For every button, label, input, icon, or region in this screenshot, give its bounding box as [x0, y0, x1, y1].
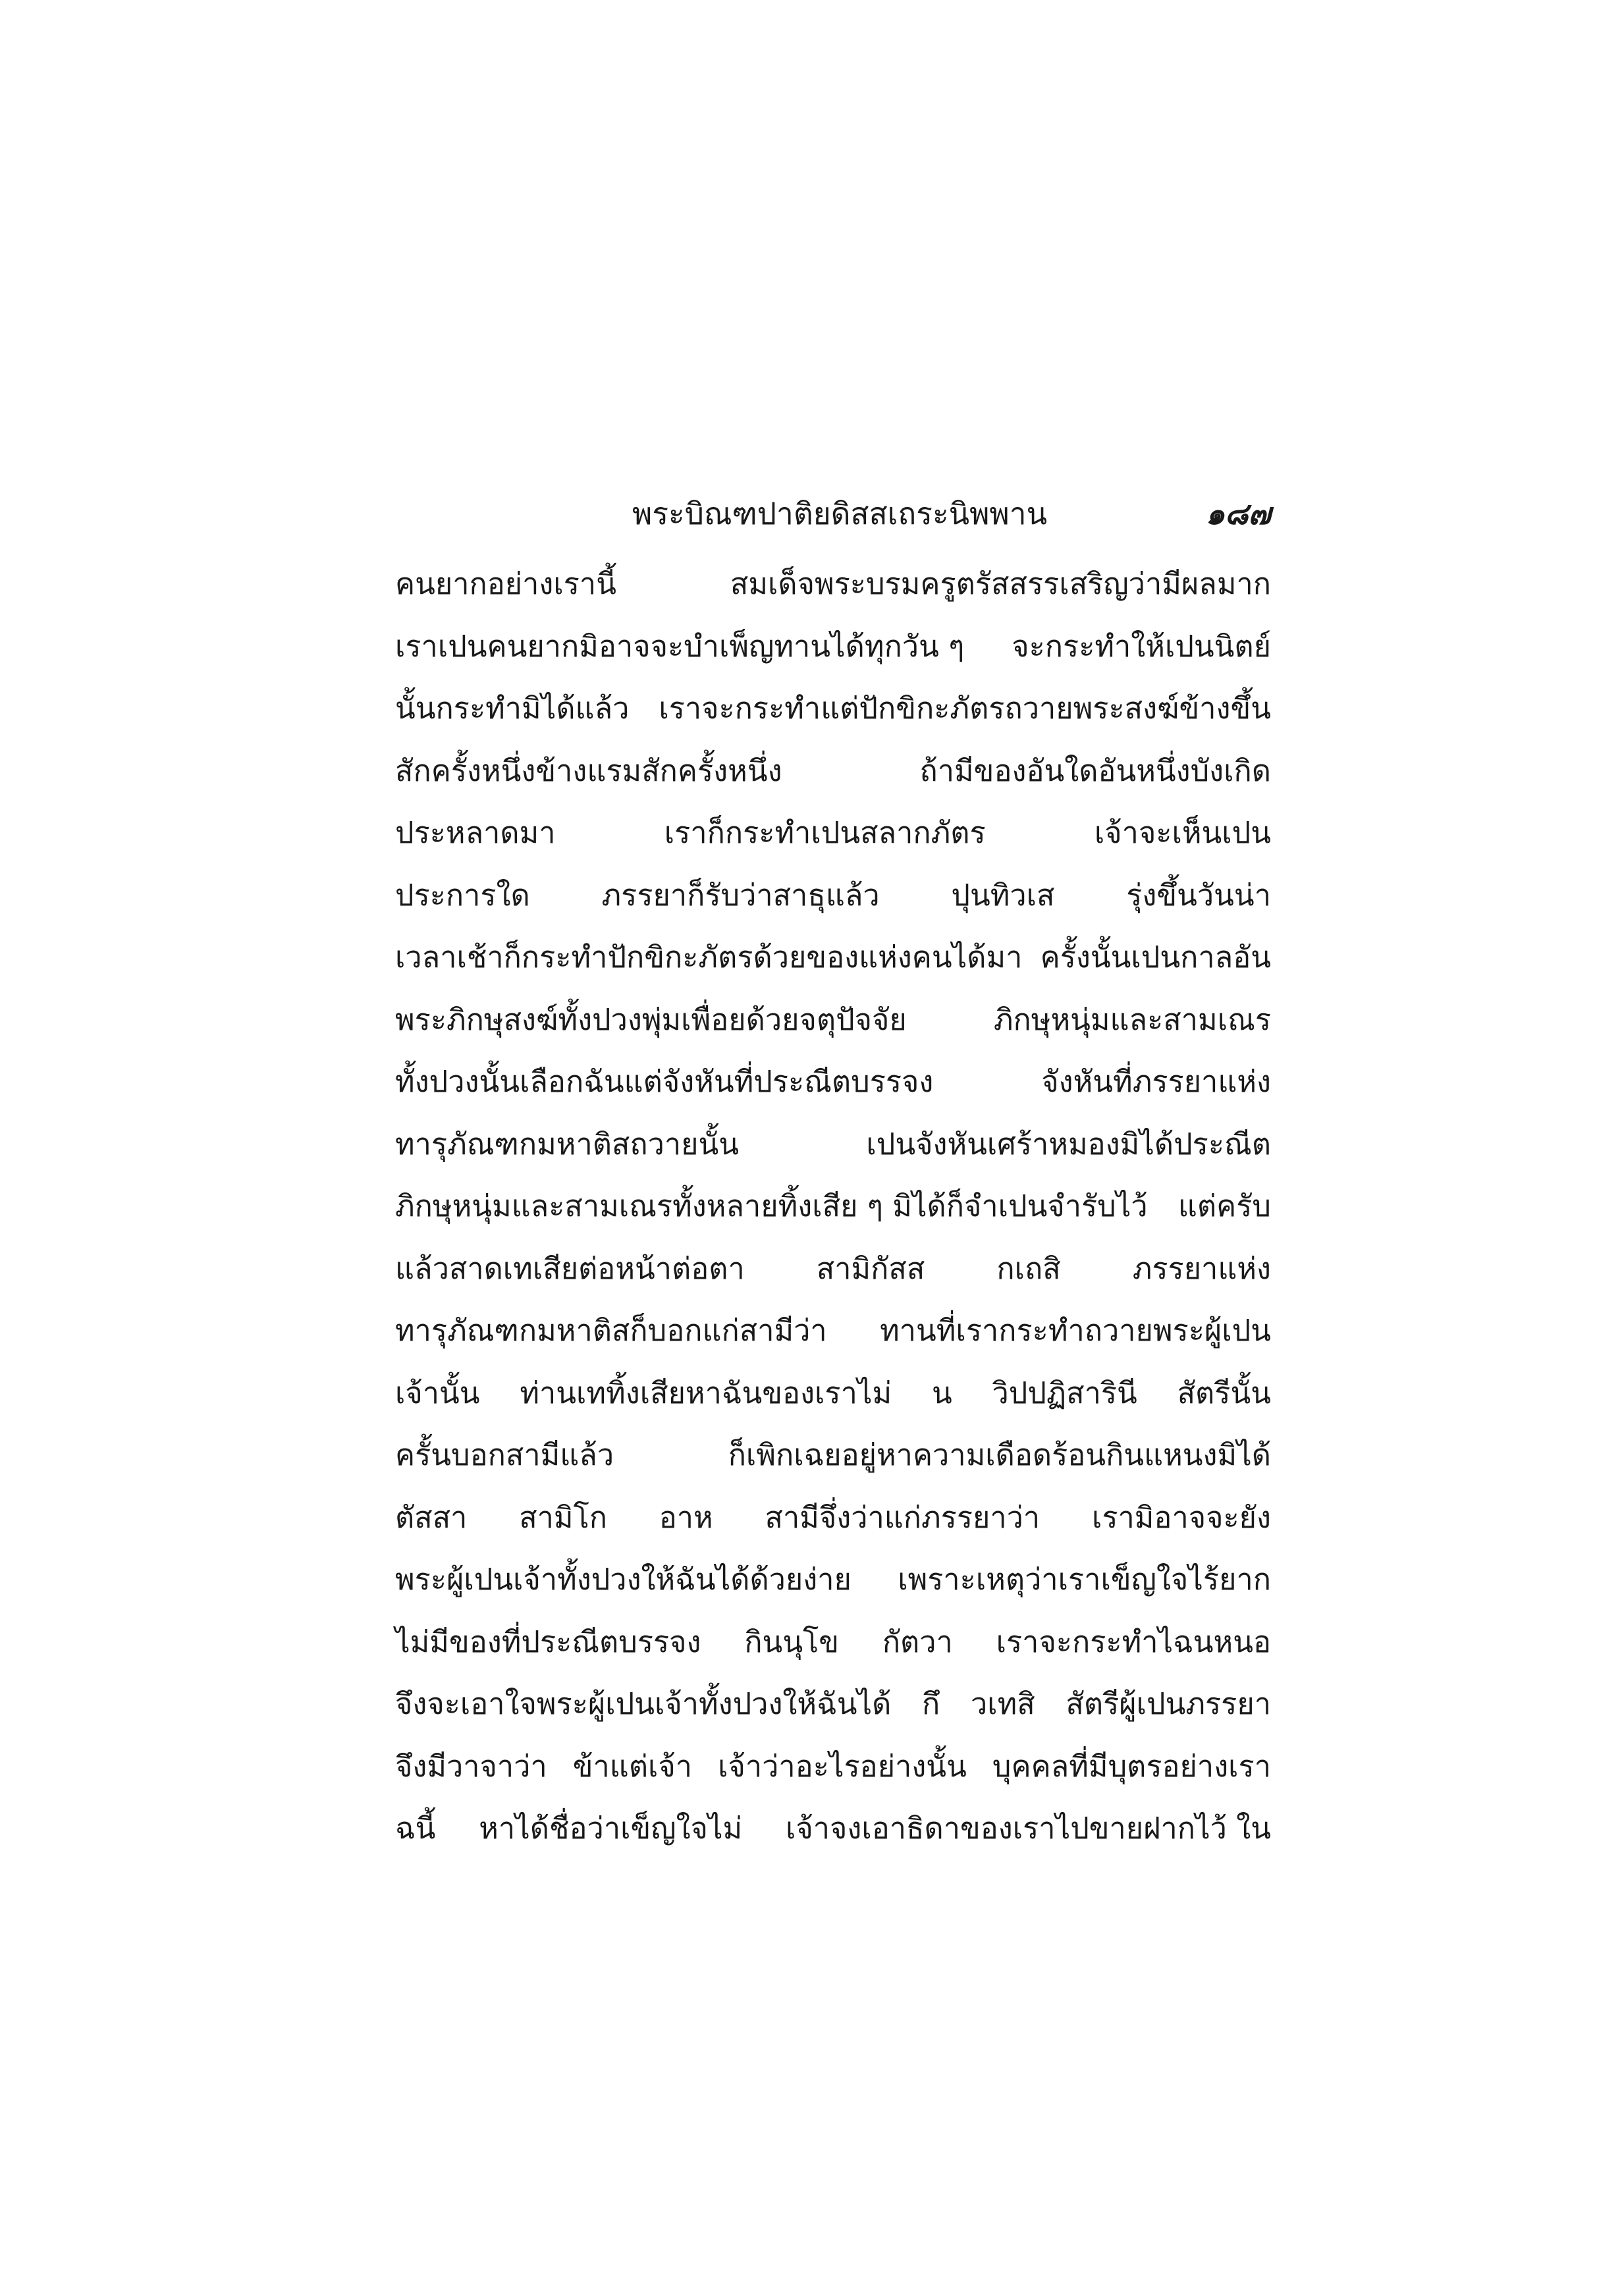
text-segment: สามิโก: [519, 1499, 608, 1535]
text-segment: เพราะเหตุว่าเราเข็ญใจไร้ยาก: [898, 1562, 1271, 1597]
text-segment: ทารุภัณฑกมหาติสถวายนั้น: [395, 1126, 740, 1161]
text-line: [395, 926, 1271, 989]
text-segment: ประการใด: [395, 877, 530, 913]
text-segment: ทานที่เรากระทำถวายพระผู้เปน: [880, 1313, 1271, 1348]
text-segment: กัตวา: [882, 1624, 953, 1659]
text-line: [395, 1611, 1271, 1674]
text-segment: สมเด็จพระบรมครูตรัสสรรเสริญว่ามีผลมาก: [730, 566, 1271, 601]
text-segment: สัตรีผู้เปนภรรยา: [1066, 1686, 1271, 1721]
text-segment: ถ้ามีของอันใดอันหนึ่งบังเกิด: [919, 753, 1271, 788]
text-segment: บุคคลที่มีบุตรอย่างเรา: [992, 1748, 1271, 1784]
text-line: [395, 1798, 1271, 1860]
text-segment: ภรรยาแห่ง: [1132, 1250, 1271, 1286]
text-segment: รุ่งขึ้นวันน่า: [1126, 877, 1271, 913]
text-line: [395, 1549, 1271, 1611]
text-line: [395, 1362, 1271, 1425]
text-segment: เราจะกระทำไฉนหนอ: [996, 1624, 1271, 1659]
text-segment: ตัสสา: [395, 1499, 468, 1535]
text-segment: ประหลาดมา: [395, 815, 556, 850]
text-segment: เจ้านั้น: [395, 1375, 480, 1410]
text-line: [395, 865, 1271, 927]
text-segment: วิปปฏิสารินี: [992, 1375, 1137, 1410]
text-line: [395, 1175, 1271, 1238]
text-line: [395, 802, 1271, 865]
text-line: [395, 989, 1271, 1052]
text-segment: ทั้งปวงนั้นเลือกฉันแต่จังหันที่ประณีตบรรจง: [395, 1064, 934, 1099]
text-segment: กึ: [922, 1686, 940, 1721]
text-line: [395, 1300, 1271, 1362]
text-segment: จึงจะเอาใจพระผู้เปนเจ้าทั้งปวงให้ฉันได้: [395, 1686, 892, 1721]
text-segment: เจ้าจงเอาธิดาของเราไปขายฝากไว้ ใน: [786, 1811, 1271, 1846]
text-segment: แล้วสาดเทเสียต่อหน้าต่อตา: [395, 1250, 745, 1286]
text-segment: เราเปนคนยากมิอาจจะบำเพ็ญทานได้ทุกวัน ๆ: [395, 628, 965, 664]
text-segment: เจ้าว่าอะไรอย่างนั้น: [718, 1748, 967, 1784]
text-segment: ไม่มีของที่ประณีตบรรจง: [395, 1624, 701, 1659]
body-text: [395, 553, 1271, 1860]
text-segment: ครั้งนั้นเปนกาลอัน: [1040, 940, 1271, 974]
text-line: [395, 1736, 1271, 1798]
text-segment: กเถสิ: [996, 1250, 1061, 1286]
text-segment: ทารุภัณฑกมหาติสก็บอกแก่สามีว่า: [395, 1313, 827, 1348]
text-segment: เราก็กระทำเปนสลากภัตร: [664, 815, 986, 850]
text-line: [395, 740, 1271, 803]
text-segment: เราจะกระทำแต่ปักขิกะภัตรถวายพระสงฆ์ข้างขึ้น: [659, 691, 1271, 726]
text-segment: ข้าแต่เจ้า: [572, 1748, 693, 1784]
text-line: [395, 553, 1271, 616]
text-segment: สัตรีนั้น: [1177, 1375, 1271, 1410]
text-segment: สามีจึ่งว่าแก่ภรรยาว่า: [765, 1499, 1041, 1535]
text-segment: ภิกษุหนุ่มและสามเณร: [993, 1001, 1271, 1037]
page-number: ๑๘๗: [1205, 496, 1271, 531]
text-segment: ปุนทิวเส: [951, 877, 1055, 913]
text-segment: เจ้าจะเห็นเปน: [1094, 815, 1271, 850]
text-segment: ก็เพิกเฉยอยู่หาความเดือดร้อนกินแหนงมิได้: [728, 1437, 1271, 1472]
text-segment: จะกระทำให้เปนนิตย์: [1012, 628, 1271, 664]
text-segment: พระภิกษุสงฆ์ทั้งปวงพุ่มเพื่อยด้วยจตุปัจจัย: [395, 1001, 907, 1037]
text-segment: สามิกัสส: [816, 1250, 925, 1286]
text-segment: หาได้ชื่อว่าเข็ญใจไม่: [479, 1811, 743, 1846]
text-segment: พระผู้เปนเจ้าทั้งปวงให้ฉันได้ด้วยง่าย: [395, 1562, 852, 1597]
text-line: [395, 1113, 1271, 1176]
text-segment: อาห: [659, 1499, 713, 1535]
running-title: พระบิณฑปาติยดิสสเถระนิพพาน: [632, 496, 1048, 531]
text-segment: วเทสิ: [970, 1686, 1035, 1721]
text-segment: จังหันที่ภรรยาแห่ง: [1041, 1064, 1271, 1099]
text-segment: ภิกษุหนุ่มและสามเณรทั้งหลายทิ้งเสีย ๆ มิได้ก็จำเปนจำรับไว้: [395, 1188, 1148, 1223]
text-segment: ฉนี้: [395, 1811, 436, 1846]
text-segment: ท่านเททิ้งเสียหาฉันของเราไม่: [520, 1375, 892, 1410]
running-head: [395, 487, 1271, 540]
text-line: [395, 616, 1271, 678]
text-line: [395, 678, 1271, 740]
text-segment: เปนจังหันเศร้าหมองมิได้ประณีต: [866, 1126, 1271, 1161]
text-segment: เรามิอาจจะยัง: [1091, 1499, 1271, 1535]
text-segment: นั้นกระทำมิได้แล้ว: [395, 691, 630, 726]
text-line: [395, 1487, 1271, 1549]
text-line: [395, 1238, 1271, 1300]
text-segment: สักครั้งหนึ่งข้างแรมสักครั้งหนึ่ง: [395, 753, 782, 788]
text-segment: เวลาเช้าก็กระทำปักขิกะภัตรด้วยของแห่งคนได้มา: [395, 940, 1023, 974]
text-segment: แต่ครับ: [1177, 1188, 1271, 1223]
text-line: [395, 1424, 1271, 1487]
text-segment: จึงมีวาจาว่า: [395, 1748, 547, 1784]
text-line: [395, 1051, 1271, 1113]
text-segment: ภรรยาก็รับว่าสาธุแล้ว: [601, 877, 880, 913]
text-segment: กินนุโข: [744, 1624, 840, 1659]
text-segment: คนยากอย่างเรานี้: [395, 566, 616, 601]
text-line: [395, 1673, 1271, 1736]
text-segment: น: [931, 1375, 952, 1410]
text-segment: ครั้นบอกสามีแล้ว: [395, 1437, 614, 1472]
